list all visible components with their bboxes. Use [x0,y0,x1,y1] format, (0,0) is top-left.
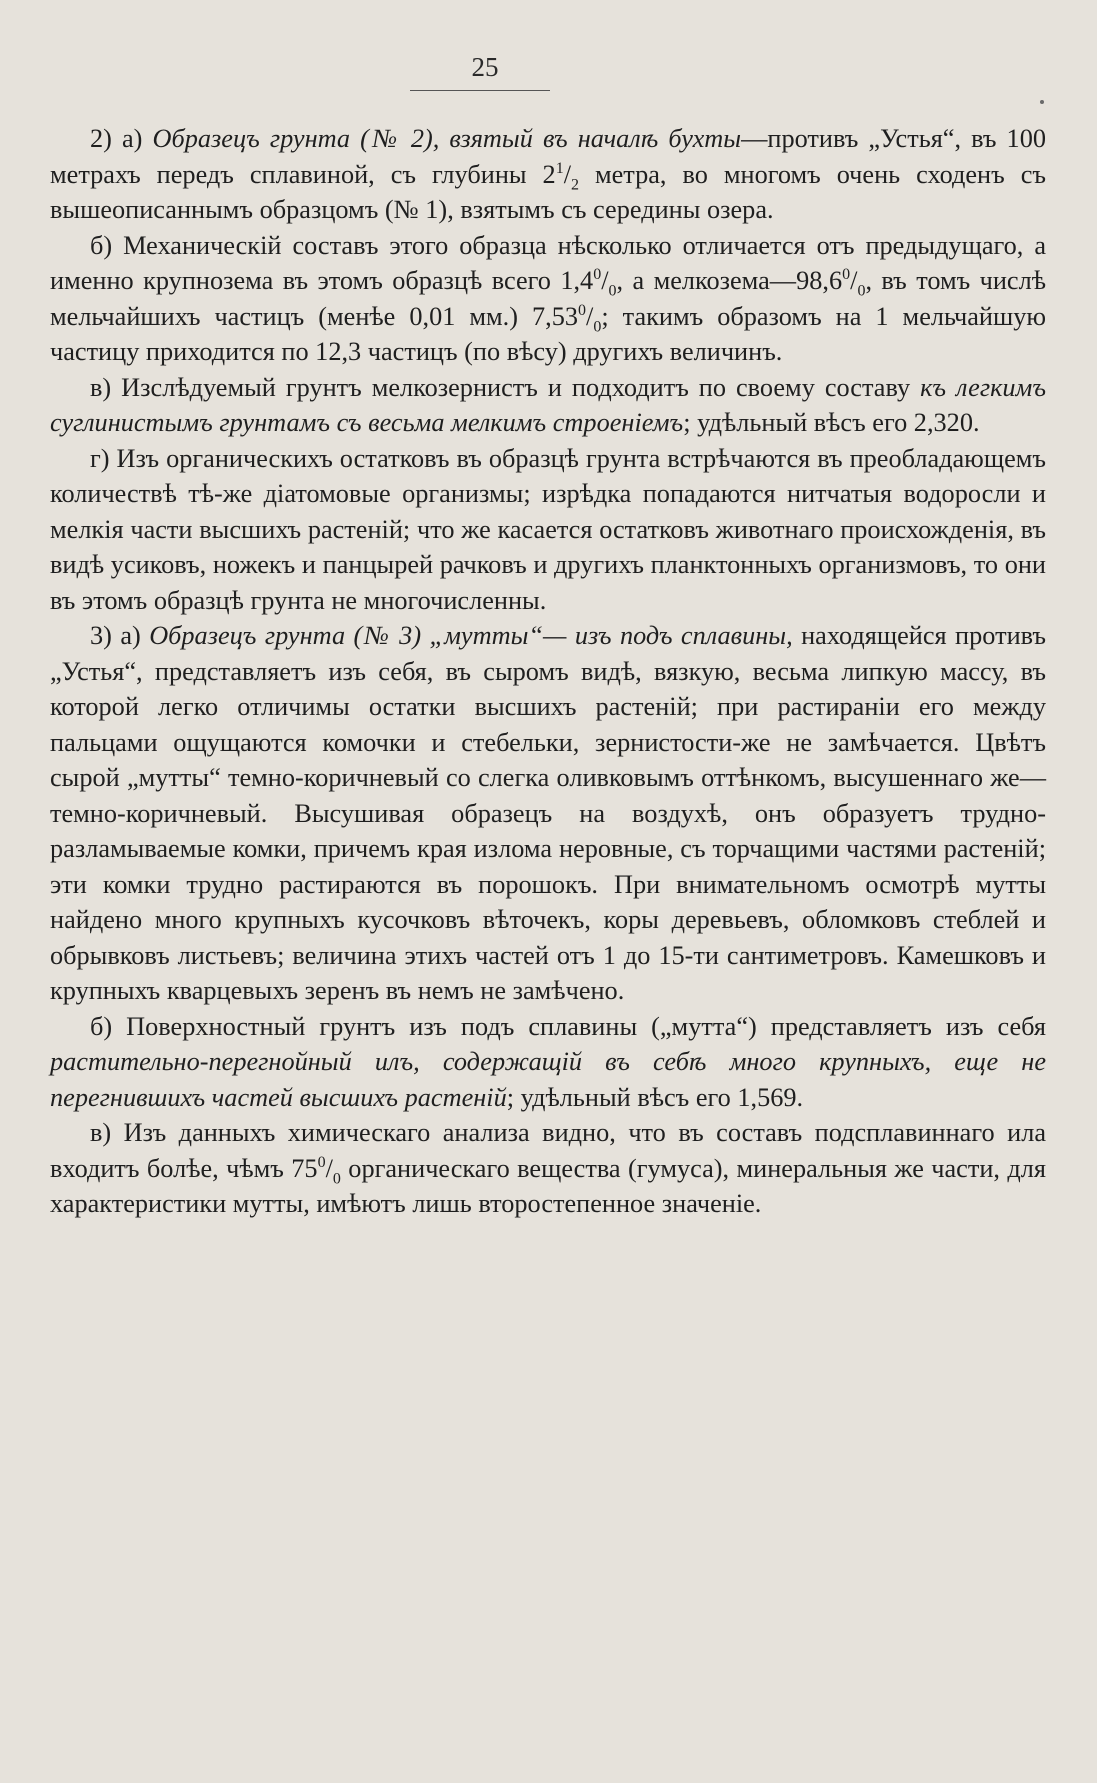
text-run: / [601,266,609,295]
speck [1040,100,1044,104]
superscript: 0 [317,1153,326,1171]
paragraph [50,441,1046,619]
text-run: ; удѣльный вѣсъ его 2,320. [683,408,980,437]
paragraph [50,121,1046,228]
text-run: органическаго вещества (гумуса), минеральныя же части, для характеристики мутты, имѣютъ лишь второстепенное значеніе. [50,1153,1046,1218]
text-run: ; такимъ образомъ на 1 мельчайшую частицу приходится по 12,3 частицъ (по вѣсу) другихъ величинъ. [50,301,1046,366]
subscript: 0 [857,282,866,300]
page-number: 25 [471,52,499,82]
paragraph [50,618,1046,1009]
text-run: находящейся противъ „Устья“, представляетъ изъ себя, въ сыромъ видѣ, вязкую, весьма липкую массу, въ которой легко отличимы остатки высшихъ растеній; при растираніи его между пальцами ощущаются комочки и стебельки, зернистости-же не замѣчается. Цвѣтъ сырой „мутты“ темно-коричневый со слегка оливковымъ оттѣнкомъ, высушеннаго же—темно-коричневый. Высушивая образецъ на воздухѣ, онъ образуетъ трудно-разламываемые комки, причемъ края излома неровные, съ торчащими частями растеній; эти комки трудно растираются въ порошокъ. При внимательномъ осмотрѣ мутты найдено много крупныхъ кусочковъ вѣточекъ, коры деревьевъ, обломковъ стеблей и обрывковъ листьевъ; величина этихъ частей отъ 1 до 15-ти сантиметровъ. Камешковъ и крупныхъ кварцевыхъ зеренъ въ немъ не замѣчено. [50,621,1046,1005]
text-run: в) Изслѣдуемый грунтъ мелкозернистъ и подходитъ по своему составу [90,372,921,402]
text-run: 2) а) [90,124,153,153]
italic-run: растительно-перегнойный илъ, содержащій въ себѣ много крупныхъ, еще не перегнившихъ частей высшихъ растеній [50,1047,1046,1112]
paragraph [50,370,1046,441]
text-run: б) Поверхностный грунтъ изъ подъ сплавины („мутта“) представляетъ изъ себя [90,1011,1046,1041]
italic-run: Образецъ грунта (№ 3) „мутты“— изъ подъ сплавины, [149,621,793,650]
text-run: / [850,266,858,295]
subscript: 0 [593,317,602,335]
text-run: в) Изъ данныхъ химическаго анализа видно, что въ составъ подсплавиннаго ила входитъ болѣе, чѣмъ 75 [50,1118,1046,1183]
text-run: —противъ „Устья“, въ 100 метрахъ передъ сплавиной, съ глубины 2 [50,124,1047,189]
text-run: , въ томъ числѣ мельчайшихъ частицъ (менѣе 0,01 мм.) 7,53 [50,266,1047,331]
text-run: 3) а) [90,621,150,650]
superscript: 1 [555,159,564,177]
text-run: , а мелкозема—98,6 [616,266,843,295]
paragraph [50,1009,1046,1116]
subscript: 0 [608,282,617,300]
text-run: метра, во многомъ очень сходенъ съ вышеописаннымъ образцомъ (№ 1), взятымъ съ середины озера. [50,159,1046,224]
italic-run: къ легкимъ суглинистымъ грунтамъ съ весьма мелкимъ строеніемъ [50,372,1046,437]
superscript: 0 [593,266,602,284]
text-run: / [325,1153,333,1183]
text-run: г) Изъ органическихъ остатковъ въ образцѣ грунта встрѣчаются въ преобладающемъ количествѣ тѣ-же діатомовые организмы; изрѣдка попадаются нитчатыя водоросли и мелкія части высшихъ растеній; что же касается остатковъ животнаго происхожденія, въ видѣ усиковъ, ножекъ и панцырей рачковъ и другихъ планктонныхъ организмовъ, то они въ этомъ образцѣ грунта не многочисленны. [50,443,1046,615]
text-run: ; удѣльный вѣсъ его 1,569. [506,1082,804,1112]
paragraph [50,1115,1046,1222]
superscript: 0 [578,301,587,319]
text-run: / [563,159,571,189]
superscript: 0 [842,266,851,284]
body-text [50,121,1046,1222]
paragraph [50,228,1046,370]
italic-run: Образецъ грунта (№ 2), взятый въ началѣ бухты [152,124,742,153]
subscript: 2 [571,175,579,193]
text-run: б) Механическій составъ этого образца нѣсколько отличается отъ предыдущаго, а именно крупнозема въ этомъ образцѣ всего 1,4 [50,230,1046,295]
header-rule [410,90,550,91]
text-run: / [586,301,594,331]
subscript: 0 [332,1169,341,1187]
